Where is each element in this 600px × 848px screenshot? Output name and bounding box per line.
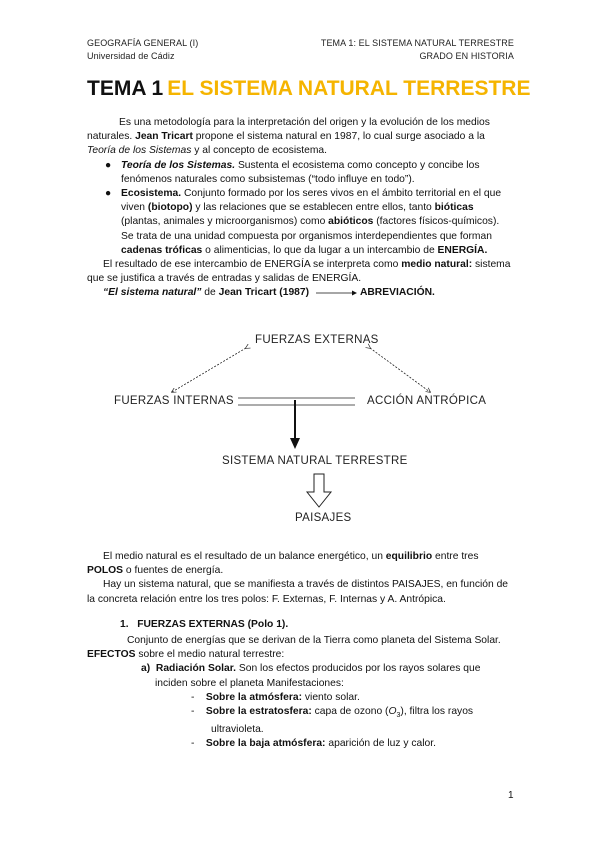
university-name: Universidad de Cádiz <box>87 51 175 61</box>
effects-text: sobre el medio natural terrestre: <box>135 649 285 661</box>
intro-author: Jean Tricart <box>135 131 193 143</box>
intro-text-3: y al concepto de ecosistema. <box>191 145 328 157</box>
bullet-2-text: y las relaciones que se establecen entre ellos, tanto <box>192 202 435 214</box>
intro-text-2: propone el sistema natural en 1987, lo cual surge asociado a la <box>192 131 485 143</box>
effects-text: Conjunto de energías que se derivan de la Tierra como planeta del Sistema Solar. <box>127 635 501 647</box>
bullet-2-bold: cadenas tróficas <box>121 244 203 256</box>
sub-item-title: Radiación Solar. <box>155 663 237 675</box>
sub-item-text: Son los efectos producidos por los rayos solares que inciden sobre el planeta Manifestaciones: <box>155 663 481 689</box>
abbr-author: Jean Tricart (1987) <box>218 287 310 299</box>
label-sistema-natural: SISTEMA NATURAL TERRESTRE <box>222 455 408 467</box>
dash-icon: - <box>191 706 195 718</box>
ozone-formula: O <box>388 706 397 718</box>
balance-text: o fuentes de energía. <box>123 565 224 577</box>
balance-bold: POLOS <box>87 565 124 577</box>
energy-text: El resultado de ese intercambio de ENERGÍA se interpreta como <box>103 259 402 271</box>
label-fuerzas-internas: FUERZAS INTERNAS <box>114 395 234 407</box>
abbr-text: de <box>201 287 219 299</box>
course-name: GEOGRAFÍA GENERAL (I) <box>87 38 199 48</box>
page-number: 1 <box>508 790 514 801</box>
intro-theory: Teoría de los Sistemas <box>87 145 192 157</box>
dash-text: ), filtra los rayos ultravioleta. <box>211 706 474 736</box>
dash-text: capa de ozono ( <box>311 706 389 718</box>
effects-bold: EFECTOS <box>87 649 136 661</box>
sub-item-label: a) <box>141 663 151 675</box>
bullet-2-title: Ecosistema. <box>121 188 182 200</box>
dash-item <box>87 691 514 705</box>
section-title: FUERZAS EXTERNAS (Polo 1). <box>137 618 289 630</box>
effects-paragraph <box>87 634 514 662</box>
dash-icon: - <box>191 738 195 750</box>
bullet-1-title: Teoría de los Sistemas. <box>121 159 236 171</box>
label-paisajes: PAISAJES <box>295 512 352 524</box>
dash-bold: Sobre la baja atmósfera: <box>205 738 326 750</box>
hollow-down-arrow-icon <box>307 474 331 507</box>
balance-bold: equilibrio <box>385 551 433 562</box>
dash-icon: - <box>191 691 195 703</box>
down-arrow-head-icon <box>290 438 300 449</box>
bullet-2-bold: abióticos <box>328 216 374 228</box>
bullet-2-text: (factores físicos-químicos). Se trata de una unidad compuesta por organismos interdependientes que forman <box>121 216 500 242</box>
lower-block <box>87 550 514 752</box>
dash-text: aparición de luz y calor. <box>325 738 436 750</box>
abbr-label: ABREVIACIÓN. <box>359 287 435 299</box>
bullet-2-bold: (biotopo) <box>147 202 193 214</box>
title-sub: EL SISTEMA NATURAL TERRESTRE <box>167 77 531 100</box>
arrow-externas-to-internas <box>172 348 246 392</box>
balance-text: El medio natural es el resultado de un balance energético, un <box>103 551 386 562</box>
topic-name: TEMA 1: EL SISTEMA NATURAL TERRESTRE <box>320 38 514 48</box>
balance-paragraph <box>87 550 514 578</box>
bullet-dot-icon: ● <box>105 188 112 200</box>
label-fuerzas-externas: FUERZAS EXTERNAS <box>255 334 379 346</box>
title-main: TEMA 1 <box>87 77 164 100</box>
abbr-title: “El sistema natural” <box>103 287 202 299</box>
section-number: 1. <box>120 618 129 630</box>
balance-text: entre tres <box>432 551 479 562</box>
ozone-subscript: 3 <box>396 712 401 720</box>
degree-name: GRADO EN HISTORIA <box>419 51 514 61</box>
dash-bold: Sobre la estratosfera: <box>205 706 312 718</box>
dash-bold: Sobre la atmósfera: <box>205 691 303 703</box>
arrow-externas-to-antropica <box>370 348 430 392</box>
intro-text-1: Es una metodología para la interpretación del origen y la evolución de los medios naturales. <box>87 117 490 143</box>
bullet-2-text: o alimenticias, lo que da lugar a un intercambio de <box>202 244 438 256</box>
landscape-paragraph: Hay un sistema natural, que se manifiesta a través de distintos PAISAJES, en función de la concreta relación entre los tres polos: F. Externas, F. Internas y A. Antrópica. <box>87 579 509 605</box>
bullet-1-text: Sustenta el ecosistema como concepto y concibe los fenómenos naturales como subsistemas (“todo influye en todo”). <box>121 159 480 185</box>
bullet-2-bold: bióticas <box>434 202 474 214</box>
dash-text: viento solar. <box>302 691 360 703</box>
bullet-2-text: (plantas, animales y microorganismos) como <box>121 216 329 228</box>
bullet-2-bold: ENERGÍA. <box>437 244 488 256</box>
label-accion-antropica: ACCIÓN ANTRÓPICA <box>367 395 487 407</box>
section-heading <box>87 618 514 632</box>
bullet-2-text: Conjunto formado por los seres vivos en el ámbito territorial en el que viven <box>121 188 502 214</box>
dash-item <box>87 737 514 751</box>
energy-bold: medio natural: <box>401 259 473 271</box>
dash-item <box>87 705 514 737</box>
bullet-dot-icon: ● <box>105 159 112 171</box>
energy-text: sistema que se justifica a través de entradas y salidas de ENERGÍA. <box>87 259 511 285</box>
sub-item-radiation <box>87 662 514 690</box>
